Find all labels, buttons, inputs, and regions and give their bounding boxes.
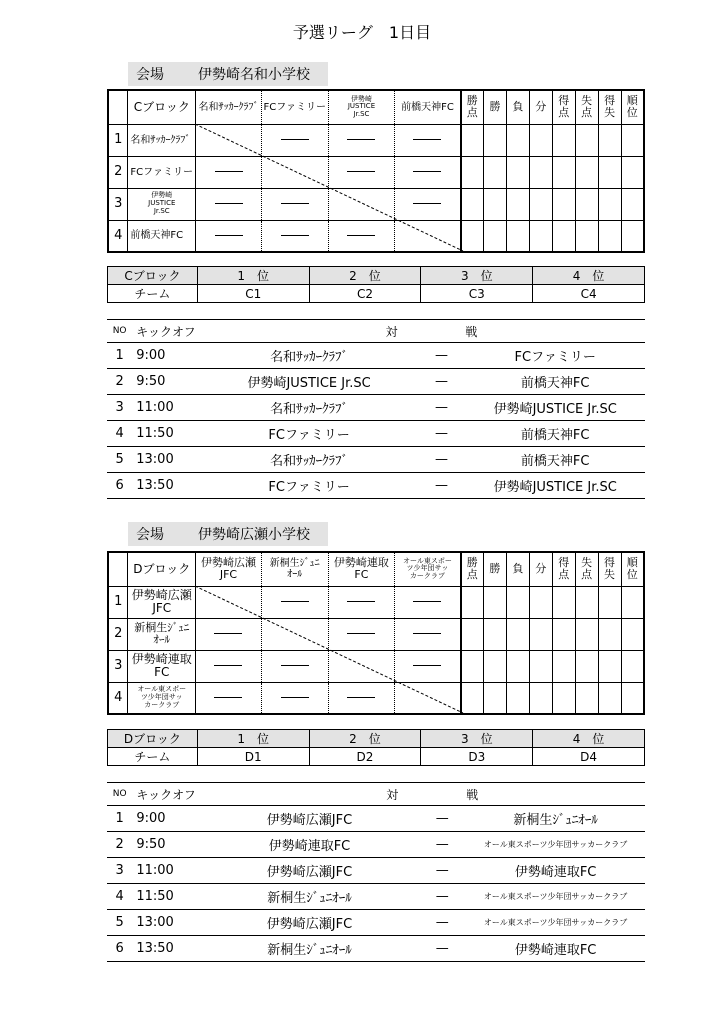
stat-header: 失 点 xyxy=(575,552,598,586)
block-header: Dブロック xyxy=(128,552,196,586)
rank-cell: チーム xyxy=(108,285,198,303)
match-away: 前橋天神FC xyxy=(465,421,645,447)
rank-cell: チーム xyxy=(108,748,198,766)
team-header: オール東スポー ツ少年団サッ カークラブ xyxy=(395,552,461,586)
stat-header: 順 位 xyxy=(621,90,644,124)
table-row xyxy=(107,832,645,858)
match-home: 伊勢崎連取FC xyxy=(201,832,418,858)
stat-header: 得 点 xyxy=(552,552,575,586)
dash-mark xyxy=(347,235,375,236)
row-number: 3 xyxy=(108,188,128,220)
rank-header: Cブロック xyxy=(108,267,198,285)
match-home: 伊勢崎広瀬JFC xyxy=(201,910,418,936)
dash-mark xyxy=(214,633,242,634)
stat-header: 負 xyxy=(506,90,529,124)
match-vs: — xyxy=(418,421,466,447)
match-home: FCファミリー xyxy=(201,473,418,499)
rank-header: Dブロック xyxy=(108,730,198,748)
match-away: 新桐生ｼﾞｭﾆｵｰﾙ xyxy=(466,806,645,832)
row-number: 4 xyxy=(108,220,128,252)
row-team-name: 前橋天神FC xyxy=(128,220,196,252)
row-team-name: 新桐生ｼﾞｭﾆ ｵｰﾙ xyxy=(128,618,196,650)
table-row xyxy=(107,473,645,499)
match-no: 3 xyxy=(107,858,132,884)
match-vs: — xyxy=(418,936,466,962)
league-table-d xyxy=(107,551,645,715)
match-away: 前橋天神FC xyxy=(465,447,645,473)
team-header: 新桐生ｼﾞｭﾆ ｵｰﾙ xyxy=(261,552,328,586)
row-number: 3 xyxy=(108,650,128,682)
table-row xyxy=(107,343,645,369)
sched-header-no: NO xyxy=(107,320,132,343)
stat-header: 得 失 xyxy=(598,90,621,124)
dash-mark xyxy=(347,171,375,172)
match-no: 5 xyxy=(107,447,132,473)
rank-table-d xyxy=(107,729,645,766)
stat-header: 分 xyxy=(529,90,552,124)
match-no: 2 xyxy=(107,832,132,858)
dash-mark xyxy=(281,665,309,666)
stat-header: 順 位 xyxy=(621,552,644,586)
rank-header: 3 位 xyxy=(421,267,533,285)
match-away: 伊勢崎JUSTICE Jr.SC xyxy=(465,473,645,499)
row-team-name: 名和ｻｯｶｰｸﾗﾌﾞ xyxy=(128,124,196,156)
dash-mark xyxy=(413,601,441,602)
venue-label: 会場 xyxy=(136,67,164,83)
row-team-name: FCファミリー xyxy=(128,156,196,188)
row-team-name: 伊勢崎連取 FC xyxy=(128,650,196,682)
dash-mark xyxy=(413,203,441,204)
rank-header: 2 位 xyxy=(309,730,421,748)
match-vs: — xyxy=(418,806,466,832)
table-row xyxy=(107,884,645,910)
dash-mark xyxy=(413,633,441,634)
match-time: 9:00 xyxy=(132,343,200,369)
dash-mark xyxy=(413,665,441,666)
match-no: 4 xyxy=(107,421,132,447)
match-time: 13:50 xyxy=(132,473,200,499)
match-no: 4 xyxy=(107,884,132,910)
dash-mark xyxy=(281,203,309,204)
sched-header-vs: 対 xyxy=(201,783,418,806)
table-row xyxy=(107,936,645,962)
match-home: 伊勢崎広瀬JFC xyxy=(201,858,418,884)
match-away: 伊勢崎JUSTICE Jr.SC xyxy=(465,395,645,421)
match-vs: — xyxy=(418,447,466,473)
sched-header-vs: 対 xyxy=(201,320,418,343)
stat-header: 分 xyxy=(529,552,552,586)
match-no: 3 xyxy=(107,395,132,421)
row-team-name: 伊勢崎広瀬 JFC xyxy=(128,586,196,618)
row-number: 2 xyxy=(108,156,128,188)
match-vs: — xyxy=(418,395,466,421)
rank-header: 4 位 xyxy=(533,730,645,748)
dash-mark xyxy=(347,633,375,634)
stat-header: 失 点 xyxy=(575,90,598,124)
rank-table-c xyxy=(107,266,645,303)
match-no: 6 xyxy=(107,936,132,962)
rank-header: 4 位 xyxy=(533,267,645,285)
rank-header: 1 位 xyxy=(197,267,309,285)
sched-header-no: NO xyxy=(107,783,132,806)
match-home: 伊勢崎広瀬JFC xyxy=(201,806,418,832)
row-number: 1 xyxy=(108,586,128,618)
dash-mark xyxy=(281,697,309,698)
dash-mark xyxy=(347,139,375,140)
team-header: 伊勢崎広瀬 JFC xyxy=(196,552,262,586)
match-time: 9:50 xyxy=(132,369,200,395)
rank-cell: D2 xyxy=(309,748,421,766)
stat-header: 負 xyxy=(506,552,529,586)
team-header: 前橋天神FC xyxy=(395,90,461,124)
table-row xyxy=(107,806,645,832)
sched-header-kickoff: キックオフ xyxy=(132,783,200,806)
match-time: 11:00 xyxy=(132,395,200,421)
match-time: 13:00 xyxy=(132,447,200,473)
match-vs: — xyxy=(418,858,466,884)
team-header: 伊勢崎 JUSTICE Jr.SC xyxy=(328,90,395,124)
match-no: 5 xyxy=(107,910,132,936)
table-row xyxy=(107,447,645,473)
dash-mark xyxy=(215,235,243,236)
rank-cell: C3 xyxy=(421,285,533,303)
match-time: 9:00 xyxy=(132,806,200,832)
sched-header-match: 戦 xyxy=(465,320,645,343)
match-home: 名和ｻｯｶｰｸﾗﾌﾞ xyxy=(201,395,418,421)
rank-header: 3 位 xyxy=(421,730,533,748)
match-home: 新桐生ｼﾞｭﾆｵｰﾙ xyxy=(201,884,418,910)
dash-mark xyxy=(214,665,242,666)
match-time: 9:50 xyxy=(132,832,200,858)
rank-cell: C4 xyxy=(533,285,645,303)
stat-header: 勝 xyxy=(483,552,506,586)
match-vs: — xyxy=(418,369,466,395)
match-away: オール東スポーツ少年団サッカークラブ xyxy=(466,832,645,858)
dash-mark xyxy=(215,171,243,172)
match-vs: — xyxy=(418,884,466,910)
team-header: 名和ｻｯｶｰｸﾗﾌﾞ xyxy=(196,90,262,124)
stat-header: 勝 点 xyxy=(461,90,484,124)
venue-label: 会場 xyxy=(136,527,164,543)
stat-header: 得 失 xyxy=(598,552,621,586)
stat-header: 勝 点 xyxy=(461,552,484,586)
match-home: 名和ｻｯｶｰｸﾗﾌﾞ xyxy=(201,447,418,473)
row-team-name: 伊勢崎 JUSTICE Jr.SC xyxy=(128,188,196,220)
match-home: 伊勢崎JUSTICE Jr.SC xyxy=(201,369,418,395)
team-header: 伊勢崎連取 FC xyxy=(328,552,395,586)
stat-header: 得 点 xyxy=(552,90,575,124)
row-number: 1 xyxy=(108,124,128,156)
match-vs: — xyxy=(418,910,466,936)
match-away: 伊勢崎連取FC xyxy=(466,858,645,884)
match-home: 名和ｻｯｶｰｸﾗﾌﾞ xyxy=(201,343,418,369)
sched-header-match: 戦 xyxy=(466,783,645,806)
rank-cell: C2 xyxy=(309,285,421,303)
match-no: 2 xyxy=(107,369,132,395)
table-row xyxy=(107,369,645,395)
dash-mark xyxy=(413,139,441,140)
team-header: FCファミリー xyxy=(261,90,328,124)
rank-cell: C1 xyxy=(197,285,309,303)
sched-header-kickoff: キックオフ xyxy=(132,320,200,343)
venue-banner-d xyxy=(128,522,328,546)
block-header: Cブロック xyxy=(128,90,196,124)
rank-cell: D1 xyxy=(197,748,309,766)
match-time: 11:50 xyxy=(132,421,200,447)
match-home: 新桐生ｼﾞｭﾆｵｰﾙ xyxy=(201,936,418,962)
match-no: 1 xyxy=(107,343,132,369)
match-away: FCファミリー xyxy=(465,343,645,369)
match-vs: — xyxy=(418,473,466,499)
table-row xyxy=(107,858,645,884)
match-home: FCファミリー xyxy=(201,421,418,447)
stat-header: 勝 xyxy=(484,90,507,124)
table-row xyxy=(107,421,645,447)
rank-header: 2 位 xyxy=(309,267,421,285)
row-team-name: オール東スポー ツ少年団サッ カークラブ xyxy=(128,682,196,714)
match-time: 11:00 xyxy=(132,858,200,884)
dash-mark xyxy=(281,235,309,236)
table-row xyxy=(107,910,645,936)
match-vs: — xyxy=(418,832,466,858)
rank-header: 1 位 xyxy=(197,730,309,748)
row-number: 4 xyxy=(108,682,128,714)
dash-mark xyxy=(281,139,309,140)
venue-name: 伊勢崎名和小学校 xyxy=(198,67,310,83)
match-no: 1 xyxy=(107,806,132,832)
match-time: 13:50 xyxy=(132,936,200,962)
venue-name: 伊勢崎広瀬小学校 xyxy=(198,527,310,543)
row-number: 2 xyxy=(108,618,128,650)
match-time: 13:00 xyxy=(132,910,200,936)
dash-mark xyxy=(347,697,375,698)
schedule-table-d xyxy=(107,782,645,962)
dash-mark xyxy=(214,697,242,698)
match-vs: — xyxy=(418,343,466,369)
match-time: 11:50 xyxy=(132,884,200,910)
rank-cell: D3 xyxy=(421,748,533,766)
rank-cell: D4 xyxy=(533,748,645,766)
page-title: 予選リーグ 1日目 xyxy=(292,23,432,42)
match-away: オール東スポーツ少年団サッカークラブ xyxy=(466,910,645,936)
match-away: 伊勢崎連取FC xyxy=(466,936,645,962)
dash-mark xyxy=(281,601,309,602)
table-row xyxy=(107,395,645,421)
schedule-table-c xyxy=(107,319,645,499)
dash-mark xyxy=(413,171,441,172)
match-away: 前橋天神FC xyxy=(465,369,645,395)
dash-mark xyxy=(347,601,375,602)
venue-banner-c xyxy=(128,62,328,86)
dash-mark xyxy=(215,203,243,204)
league-table-c xyxy=(107,89,645,253)
match-away: オール東スポーツ少年団サッカークラブ xyxy=(466,884,645,910)
match-no: 6 xyxy=(107,473,132,499)
